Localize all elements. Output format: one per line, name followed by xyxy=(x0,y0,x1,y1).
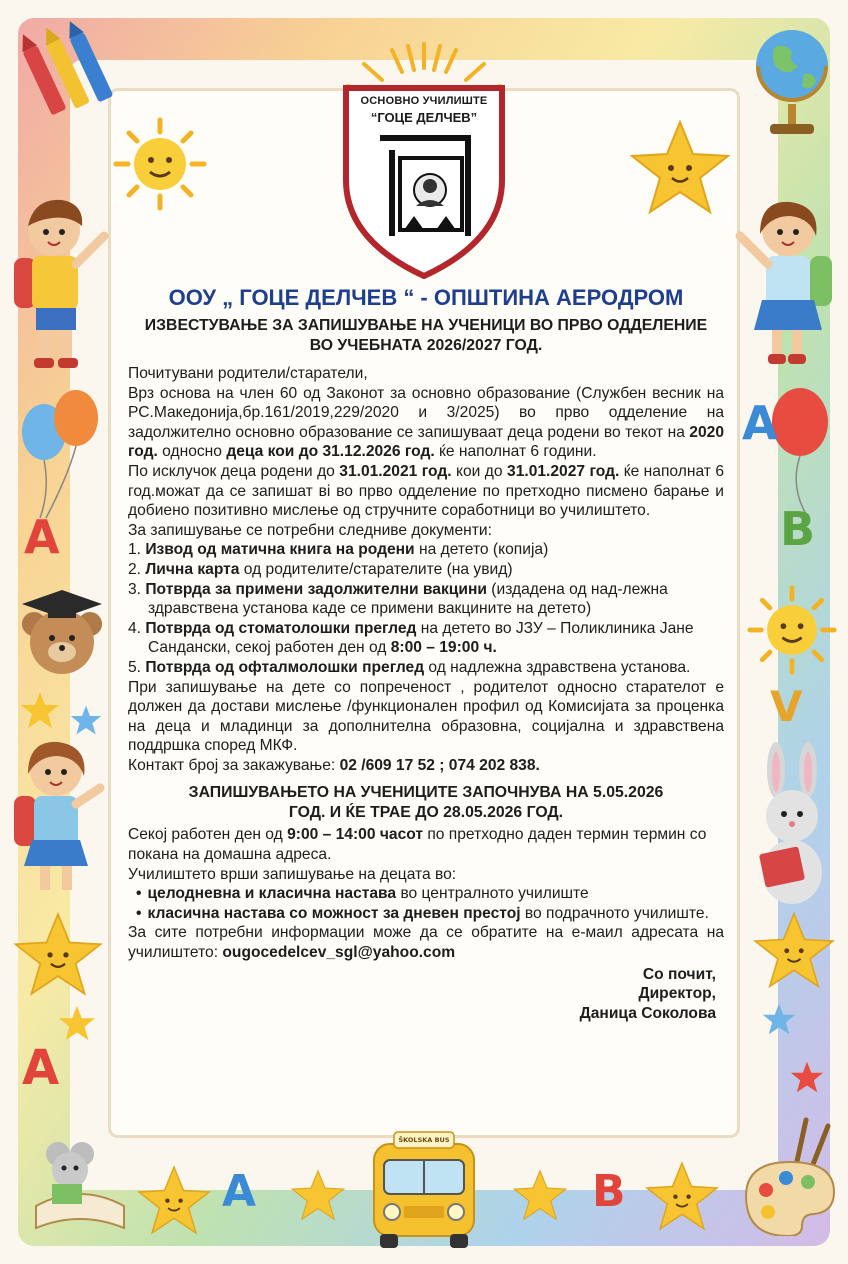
school-logo xyxy=(336,40,512,280)
list-item: • целодневна и класична настава во централното училиште xyxy=(136,884,724,904)
smiling-sun-icon xyxy=(746,584,838,676)
notice-heading xyxy=(128,316,724,356)
forms-list xyxy=(128,884,724,923)
list-item: 1. Извод од матична книга на родени на детето (копија) xyxy=(128,541,549,559)
list-item: 3. Потврда за примени задолжителни вакцини (издадена од над-лежна здравствена установа каде се примени вакцините на детето) xyxy=(128,580,668,618)
bus-sign-text: ŠKOLSKA BUS xyxy=(398,1136,450,1144)
balloons-icon xyxy=(14,382,104,522)
letter-a-decoration: A xyxy=(22,1040,60,1096)
schedule-paragraph: Секој работен ден од 9:00 – 14:00 часот по претходно даден термин термин со покана на домашна адреса. xyxy=(128,826,707,864)
smiling-star-icon xyxy=(752,910,836,990)
signature-regards: Со почит, xyxy=(642,965,716,983)
letter-v-decoration: V xyxy=(770,682,803,731)
forms-intro: Училиштето врши запишување на децата во: xyxy=(128,865,457,883)
teddy-bear-graduate-icon xyxy=(14,584,110,680)
star-icon xyxy=(20,690,60,730)
logo-title: ОСНОВНО УЧИЛИШТЕ xyxy=(360,95,488,107)
boy-with-backpack-icon xyxy=(10,190,114,380)
smiling-star-icon xyxy=(628,118,732,216)
list-item: 4. Потврда од стоматолошки преглед на детето во ЈЗУ – Поликлиника Јане Сандански, секој работен ден од 8:00 – 19:00 ч. xyxy=(128,619,694,657)
smiling-star-icon xyxy=(644,1160,720,1232)
smiling-star-icon xyxy=(12,910,104,998)
notice-heading-line2: ВО УЧЕБНАТА 2026/2027 ГОД. xyxy=(309,337,543,354)
signature-block xyxy=(128,965,724,1024)
girl-with-backpack-icon xyxy=(8,730,108,900)
girl-with-backpack-icon xyxy=(732,190,836,370)
signature-role: Директор, xyxy=(638,985,716,1003)
smiling-sun-icon xyxy=(112,116,208,212)
school-bus-icon xyxy=(364,1126,484,1252)
documents-list xyxy=(128,540,724,677)
intro-paragraph: Врз основа на член 60 од Законот за основно образование (Службен весник на РС.Македонија,бр.161/2019,229/2020 и 3/2025) во прво одделение на задолжително основно образование се запишуваат деца родени во текот на 2020 год. односно деца кои до 31.12.2026 год. ќе наполнат 6 години. xyxy=(128,384,724,461)
bunny-reading-icon xyxy=(746,742,838,912)
letter-a-decoration: A xyxy=(222,1166,257,1217)
list-item: • класична настава со можност за дневен престој во подрачното училиште. xyxy=(136,904,724,924)
letter-a-decoration: A xyxy=(24,510,60,564)
smiling-star-icon xyxy=(136,1164,212,1236)
globe-icon xyxy=(748,14,834,144)
contact-line: Контакт број за закажување: 02 /609 17 52 ; 074 202 838. xyxy=(128,756,540,774)
star-icon xyxy=(762,1002,796,1036)
star-icon xyxy=(790,1060,824,1094)
mouse-reading-book-icon xyxy=(30,1136,130,1232)
documents-intro: За запишување се потребни следниве документи: xyxy=(128,521,492,539)
greeting: Почитувани родители/старатели, xyxy=(128,365,368,382)
logo-school-name: “ГОЦЕ ДЕЛЧЕВ” xyxy=(370,110,478,125)
crayons-icon xyxy=(14,14,124,124)
letter-b-decoration: B xyxy=(592,1166,626,1217)
school-municipality-title: ООУ „ ГОЦЕ ДЕЛЧЕВ “ - ОПШТИНА АЕРОДРОМ xyxy=(168,285,684,310)
star-icon xyxy=(512,1168,568,1222)
notice-content xyxy=(128,284,724,1023)
letter-a-decoration: A xyxy=(742,396,778,450)
paint-palette-icon xyxy=(736,1116,840,1236)
letter-b-decoration: B xyxy=(780,502,816,556)
signature-name: Даница Соколова xyxy=(579,1004,716,1022)
list-item: 5. Потврда од офталмолошки преглед од надлежна здравствена установа. xyxy=(128,658,691,676)
disability-paragraph: При запишување на дете со попреченост , родителот односно старателот е должен да достави мислење /функционален профил од Комисијата за проценка на деца и младинци за дополнителна образовна, социјална и здравствена поддршка според МКФ. xyxy=(128,678,724,755)
enrollment-dates-heading: ЗАПИШУВАЊЕТО НА УЧЕНИЦИТЕ ЗАПОЧНУВА НА 5.05.2026 ГОД. И ЌЕ ТРАЕ ДО 28.05.2026 ГОД. xyxy=(188,784,664,822)
notice-heading-line1: ИЗВЕСТУВАЊЕ ЗА ЗАПИШУВАЊЕ НА УЧЕНИЦИ ВО ПРВО ОДДЕЛЕНИЕ xyxy=(144,317,708,334)
star-icon xyxy=(58,1004,96,1042)
info-paragraph: За сите потребни информации може да се обратите на е-маил адресата на училиштето: ougocedelcev_sgl@yahoo.com xyxy=(128,924,724,962)
star-icon xyxy=(290,1168,346,1222)
list-item: 2. Лична карта од родителите/старателите (на увид) xyxy=(128,560,513,578)
school-email: ougocedelcev_sgl@yahoo.com xyxy=(222,944,456,962)
exception-paragraph: По исклучок деца родени до 31.01.2021 год. кои до 31.01.2027 год. ќе наполнат 6 год.можат да се запишат вi во прво одделение по претходно писмено барање и добиено позитивно мислење од стручните соработници во училиштето. xyxy=(128,462,725,520)
